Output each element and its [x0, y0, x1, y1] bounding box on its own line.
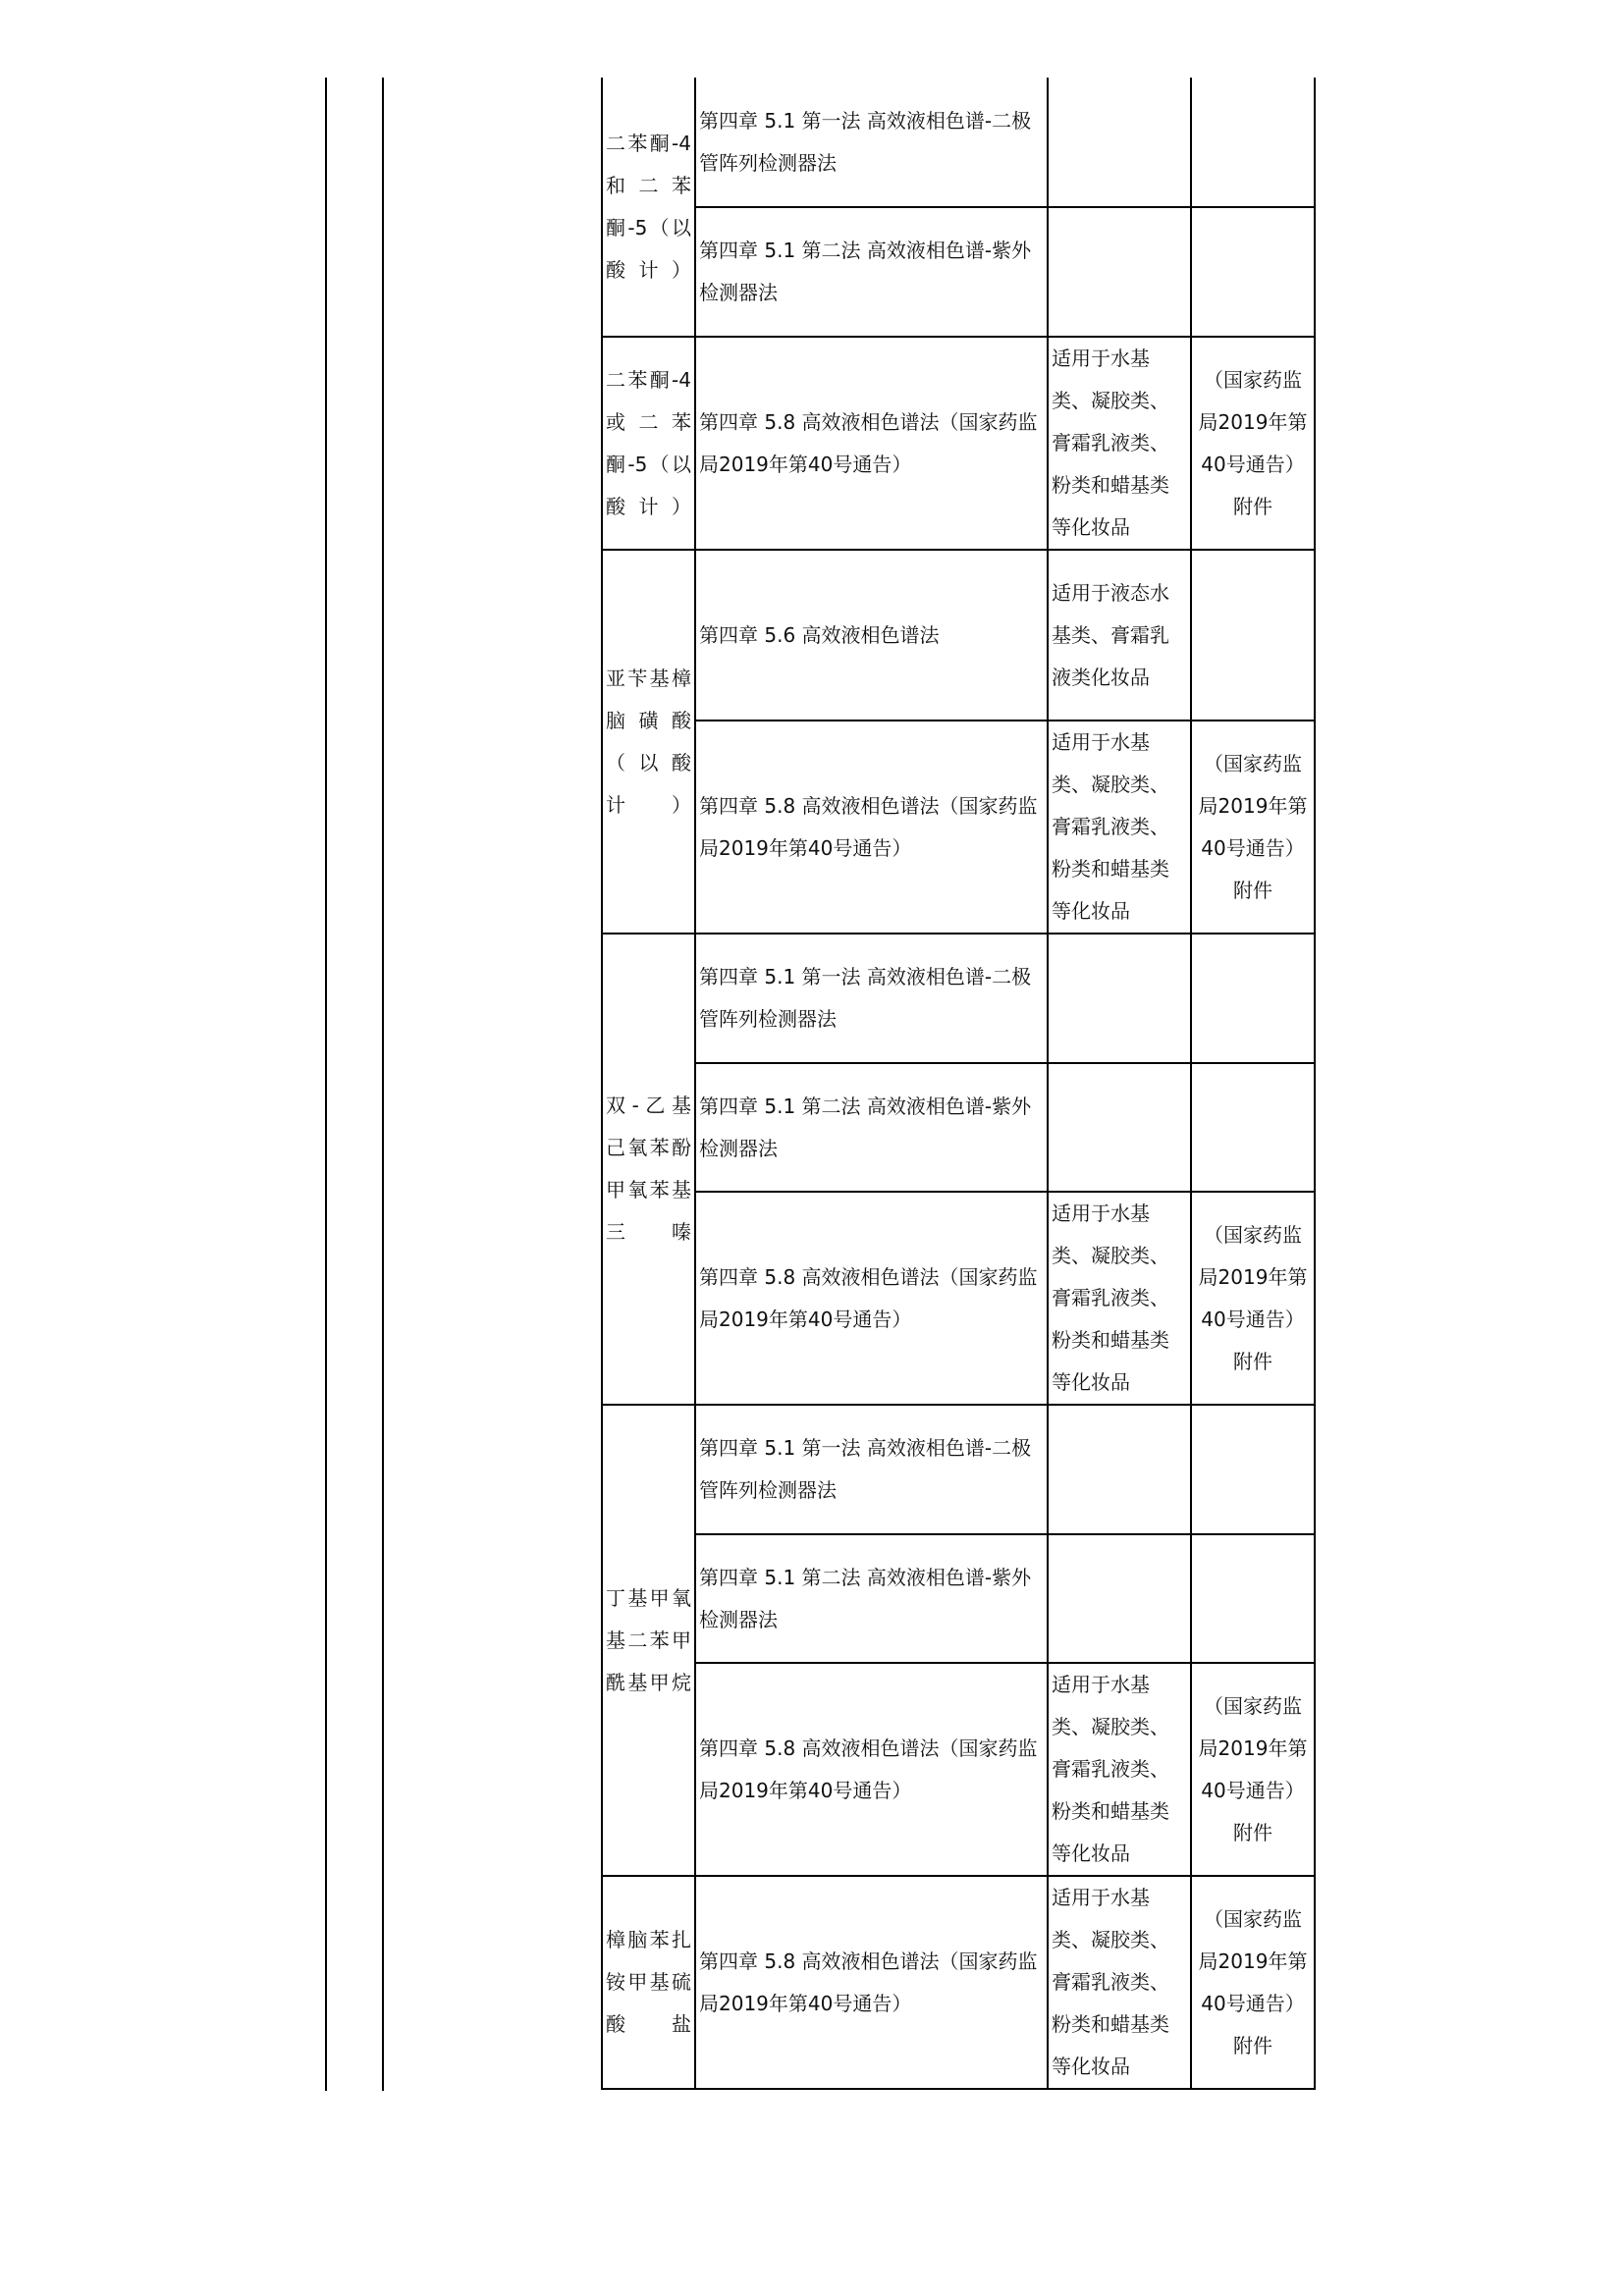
scope-cell	[1048, 78, 1191, 207]
substance-cell: 丁基甲氧基二苯甲酰基甲烷	[602, 1405, 695, 1876]
substance-cell: 双-乙基己氧苯酚甲氧苯基三嗪	[602, 934, 695, 1405]
method-cell: 第四章 5.1 第二法 高效液相色谱-紫外检测器法	[695, 1534, 1048, 1663]
note-cell	[1191, 550, 1315, 721]
scope-cell: 适用于水基类、凝胶类、膏霜乳液类、粉类和蜡基类等化妆品	[1048, 721, 1191, 934]
table-row	[602, 1876, 1315, 2089]
method-cell: 第四章 5.8 高效液相色谱法（国家药监局2019年第40号通告）	[695, 1876, 1048, 2089]
table-row	[602, 934, 1315, 1063]
substance-cell: 二苯酮-4或二苯酮-5（以酸计）	[602, 337, 695, 550]
scope-cell	[1048, 1063, 1191, 1192]
method-cell: 第四章 5.8 高效液相色谱法（国家药监局2019年第40号通告）	[695, 1192, 1048, 1405]
substance-cell: 樟脑苯扎铵甲基硫酸盐	[602, 1876, 695, 2089]
method-cell: 第四章 5.1 第二法 高效液相色谱-紫外检测器法	[695, 1063, 1048, 1192]
method-cell: 第四章 5.8 高效液相色谱法（国家药监局2019年第40号通告）	[695, 721, 1048, 934]
left-inner-border-line	[382, 78, 384, 2091]
note-cell	[1191, 207, 1315, 337]
test-method-table	[601, 78, 1316, 2090]
note-cell: （国家药监局2019年第40号通告）附件	[1191, 1876, 1315, 2089]
note-cell: （国家药监局2019年第40号通告）附件	[1191, 1192, 1315, 1405]
table-row	[602, 1534, 1315, 1663]
note-cell	[1191, 78, 1315, 207]
substance-cell: 二苯酮-4和二苯酮-5（以酸计）	[602, 78, 695, 337]
table-row	[602, 337, 1315, 550]
scope-cell: 适用于水基类、凝胶类、膏霜乳液类、粉类和蜡基类等化妆品	[1048, 1876, 1191, 2089]
note-cell: （国家药监局2019年第40号通告）附件	[1191, 721, 1315, 934]
method-cell: 第四章 5.1 第一法 高效液相色谱-二极管阵列检测器法	[695, 78, 1048, 207]
table-row	[602, 1663, 1315, 1876]
scope-cell	[1048, 934, 1191, 1063]
scope-cell	[1048, 207, 1191, 337]
scope-cell	[1048, 1405, 1191, 1534]
note-cell	[1191, 1405, 1315, 1534]
table-body	[602, 78, 1315, 2089]
scope-cell: 适用于液态水基类、膏霜乳液类化妆品	[1048, 550, 1191, 721]
method-cell: 第四章 5.1 第一法 高效液相色谱-二极管阵列检测器法	[695, 1405, 1048, 1534]
table-row	[602, 1063, 1315, 1192]
table-row	[602, 721, 1315, 934]
method-cell: 第四章 5.1 第一法 高效液相色谱-二极管阵列检测器法	[695, 934, 1048, 1063]
table-row	[602, 1192, 1315, 1405]
table-row	[602, 207, 1315, 337]
table-row	[602, 78, 1315, 207]
method-cell: 第四章 5.6 高效液相色谱法	[695, 550, 1048, 721]
scope-cell: 适用于水基类、凝胶类、膏霜乳液类、粉类和蜡基类等化妆品	[1048, 337, 1191, 550]
left-border-line	[325, 78, 327, 2091]
scope-cell	[1048, 1534, 1191, 1663]
note-cell: （国家药监局2019年第40号通告）附件	[1191, 1663, 1315, 1876]
method-cell: 第四章 5.8 高效液相色谱法（国家药监局2019年第40号通告）	[695, 1663, 1048, 1876]
method-cell: 第四章 5.1 第二法 高效液相色谱-紫外检测器法	[695, 207, 1048, 337]
note-cell	[1191, 1534, 1315, 1663]
note-cell	[1191, 934, 1315, 1063]
method-cell: 第四章 5.8 高效液相色谱法（国家药监局2019年第40号通告）	[695, 337, 1048, 550]
table-row	[602, 1405, 1315, 1534]
note-cell: （国家药监局2019年第40号通告）附件	[1191, 337, 1315, 550]
scope-cell: 适用于水基类、凝胶类、膏霜乳液类、粉类和蜡基类等化妆品	[1048, 1663, 1191, 1876]
substance-cell: 亚苄基樟脑磺酸（以酸计）	[602, 550, 695, 934]
table-row	[602, 550, 1315, 721]
note-cell	[1191, 1063, 1315, 1192]
scope-cell: 适用于水基类、凝胶类、膏霜乳液类、粉类和蜡基类等化妆品	[1048, 1192, 1191, 1405]
